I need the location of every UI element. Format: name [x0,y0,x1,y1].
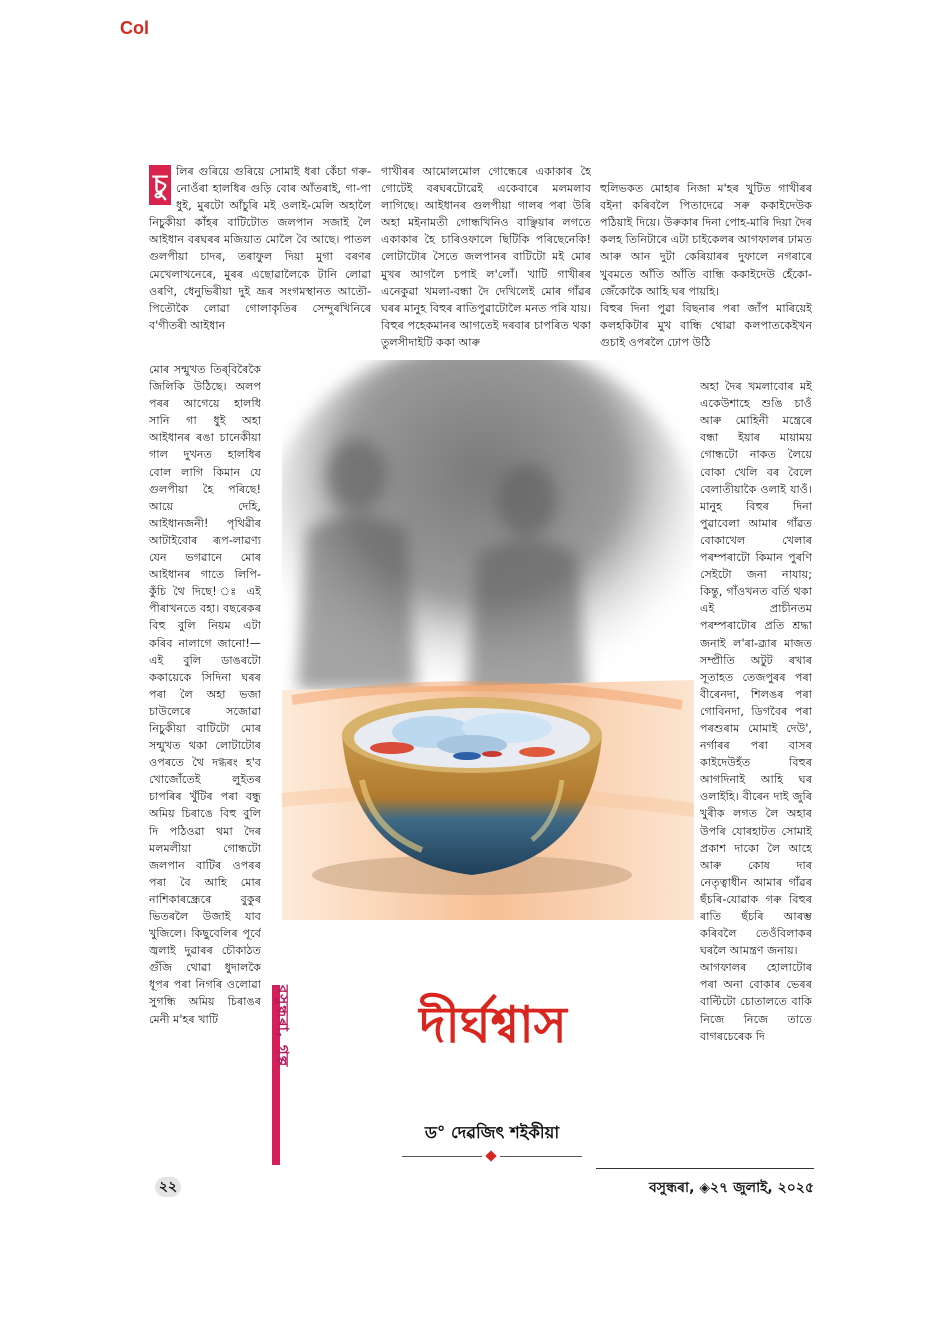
article-text: লিৰ গুৰিয়ে গুৰিয়ে সোমাই ধৰা কেঁচা গৰু-নোওঁৰা হালধিৰ গুড়ি বোৰ আঁতৰাই, গা-পা ধুই, মুৰটো আঁচুৰি মই ওলাই-মেলি অহালৈ নিচুকীয়া কাঁহৰ বাটিটোত জলপান সজাই লৈ আইধান বৰঘৰৰ মজিয়াত মোলৈ বৈ আছে। পাতল গুলপীয়া চাদৰ, তৰাফুল দিয়া মুগা বৰণৰ মেখেলাখনেৰে, মুৰৰ এছোৱালৈকে টানি লোৱা ওৰণি, ধেনুভিৰীয়া দুই ভ্ৰূৰ সংগমস্থানত আতৌ-পিতৌকৈ লোৱা গোলাকৃতিৰ সেন্দুৰখিনিৰে ব'গীতৰী আইধান [149,165,371,332]
title-divider [402,1150,582,1164]
article-col1-narrow [149,361,261,1173]
divider-line-left [402,1156,482,1157]
drop-cap: চু [149,165,171,205]
series-label: বসুন্ধৰা, গল্প [274,985,292,1068]
series-label-strip [262,985,296,1170]
article-col1-top [149,163,371,359]
article-text: মোৰ সন্মুখত তিৰ্‌বিৰৈকৈ জিলিকি উঠিছে। অলপ পৰৰ আগেয়ে হালধি সানি গা ধুই অহা আইধানৰ ৰঙা চানেকীয়া গাল দুখনত হালধিৰ বোল লাগি কিমান যে গুলপীয়া হৈ পৰিছে! আয়ে দেহি, আইধানজনী! পৃথিৱীৰ আটাইবোৰ ৰূপ-লাৱণ্য যেন ভগৱানে মোৰ আইধানৰ গাতে লিপি-কুঁচি থৈ দিছে! ঃ এই পীৰাখনতে বহা। বছৰেকৰ বিহু বুলি নিয়ম এটা কৰিব নালাগে জানো!— এই বুলি ডাঙৰটো ককায়েকে সিদিনা ঘৰৰ পৰা লৈ অহা ভজা চাউলেৰে সজোৱা নিচুকীয়া বাটিটো মোৰ সন্মুখত থকা লোটাটোৰ ওপৰতে থৈ দগ্ধৰং হ'ব খোজোঁতেই লুইতৰ চাপৰিৰ খুঁটিৰ পৰা বন্ধু অমিয় চিৰাঙে বিহু বুলি দি পঠিওৱা থমা দৈৰ মলমলীয়া গোন্ধটো জলপান বাটিৰ ওপৰৰ পৰা বৈ আহি মোৰ নাশিকাৰন্ধ্ৰেৰে বুকুৰ ভিতৰলৈ উজাই যাব খুজিলে। কিছুবেলিৰ পূৰ্বে জ্বলাই দুৱাৰৰ চৌকাঠত গুঁজি থোৱা ধুদালকৈ ধূপৰ পৰা নিগৰি ওলোৱা সুগন্ধি অমিয় চিৰাঙৰ মেনী ম'হৰ খাটি [149,363,261,1026]
article-col3-top [600,163,812,359]
author-name: ড° দেৱজিৎ শইকীয়া [424,1123,560,1142]
story-illustration [282,360,694,920]
corner-label: Col [120,18,149,38]
article-text: হুলিভকত মোহাৰ নিজা ম'হৰ খুটিত গাখীৰৰ বইনা কৰিবলৈ পিতাদেৱে সৰু ককাইদেউক পঠিয়াই দিয়ে। উৰুকাৰ দিনা পোহ-মাৰি দিয়া দৈৰ কলহ তিনিটাৰে এটা চাইকেলৰ আগফালৰ ঢামত আৰু আন দুটা কেৰিয়াৰৰ দুফালে নগৰাৰে খুবমতে আঁতি আঁতি বান্ধি ককাইদেউ হেঁকো-জেঁকোকৈ আহি ঘৰ পায়হি। বিহুৰ দিনা পুৱা বিছনাৰ পৰা জাঁপ মাৰিয়েই কলহকিটাৰ মুখ বান্ধি থোৱা কলপাতকেইখন গুচাই ওপৰলৈ ঢোপ উঠি [600,182,812,349]
page-number: ২২ [155,1177,181,1197]
bowl-illustration-svg [282,360,694,920]
footer-publication-date: বসুন্ধৰা, ◈২৭ জুলাই, ২০২৫ [649,1180,814,1196]
divider-line-right [500,1156,582,1157]
article-text: অহা দৈৰ খমলাবোৰ মই একেউশাহে শুঙি চাওঁ আৰু মোহিনী মন্ত্ৰেৰে বন্ধা ইয়াৰ মায়াময় গোন্ধটো নাকত লৈয়ে বোকা খেলি বৰ বৈলে বেলাতীয়াকৈ ওলাই যাওঁ। মানুহ বিহুৰ দিনা পুৱাবেলা আমাৰ গাঁৱত বোকাখেল খেলাৰ পৰম্পৰাটো কিমান পুৰণি সেইটো জনা নাযায়; কিন্তু, গাঁওখনত বৰ্তি থকা এই প্ৰাচীনতম পৰম্পৰাটোৰ প্ৰতি শ্ৰদ্ধা জনাই ল'ৰা-ব্ৰূাৰ মাজত সম্প্ৰীতি অটুট ৰখাৰ সূতাহত তেজপুৰৰ পৰা বীৰেনদা, শিলঙৰ পৰা গোবিনদা, ডিগবৈৰ পৰা পৰশুৰাম মোমাই দেউ', নৰ্গাৰৰ পৰা বাসৰ কাইদেউহঁত বিহুৰ আগদিনাই আহি ঘৰ ওলাইহি। বীৰেন দাই জুৰি খুৰীক লগত লৈ অহাৰ উপৰি যোৰহাটত সোমাই প্ৰকাশ দাকো লৈ আহে আৰু কোষ দাৰ নেতৃত্বাধীন আমাৰ গাঁৱৰ ছঁচৰি-যোৱাক গৰু বিহুৰ ৰাতি ছঁচৰি আৰম্ভ কৰিবলৈ তেওঁবিলাকৰ ঘৰলৈ আমন্ত্ৰণ জনায়। আগফালৰ হোলাটোৰ পৰা অনা বোকাৰ ভেৰৰ বাল্টিটো চোতালতে বাকি নিজে নিজে তাতে বাগৰচেৰেক দি [700,380,812,1043]
article-col2-top [381,163,591,359]
story-title: দীৰ্ঘশ্বাস [419,995,567,1054]
footer-rule [596,1168,814,1169]
divider-diamond-icon [485,1150,496,1161]
article-col3-narrow [700,361,812,1161]
article-text: গাখীৰৰ আমোলমোল গোন্ধেৰে একাকাৰ হৈ গোটেই বৰঘৰটোৱেই একেবাৰে মলমলাব লাগিছে। আইধানৰ গুলপীয়া গালৰ পৰা উৰি অহা মইনামতী গোন্ধখিনিও বাঞ্ছিয়াৰ লগতে একাকাৰ হৈ চাৰিওফালে ছিটিকি পৰিছেনেকি! লোটাটোৰ সৈতে জলপানৰ বাটিটো মই মোৰ মুখৰ আগলৈ চপাই ল'লোঁ। খাটি গাখীৰৰ এনেকুৱা খমলা-বন্ধা দৈ দেখিলেই মোৰ গাঁৱৰ ঘৰৰ মানুহ বিহুৰ ৰাতিপুৱাটোলৈ মনত পৰি যায়। বিহুৰ পহেকমানৰ আগতেই দৰবাৰ চাপৰিত থকা তুলসীদাইটি ককা আৰু [381,165,591,349]
